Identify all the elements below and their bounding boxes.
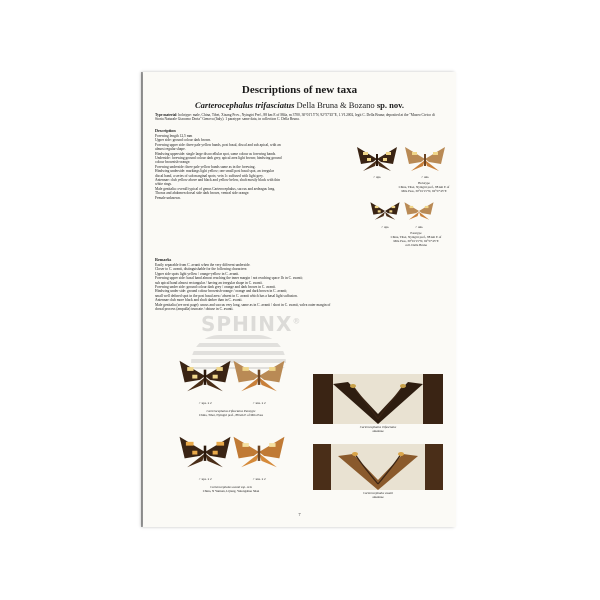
description-line: Female unknown. <box>155 195 181 200</box>
avanti-caption-text: China, N Yunnan, Lijiang, Yulongshue Shan <box>202 489 260 493</box>
remarks-line: small well defined spot in the post basal area / absent in C. avanti which has a basal light suffusion. <box>155 293 298 298</box>
paratype-small-un-label: ♂ uns. <box>414 225 424 229</box>
remarks-line: Closer to C. avanti, distinguishable for the following characters: <box>155 267 248 272</box>
avanti-caption <box>171 485 291 493</box>
avanti-un-label: ♂ uns. x 2 <box>252 477 266 481</box>
holotype-underside-image <box>403 144 447 174</box>
species-authors: Della Bruna & Bozano <box>294 100 377 110</box>
paratype-large-caption-title: Carterocephalus trifasciatus Paratype <box>206 409 256 413</box>
type-material-paragraph <box>155 113 444 122</box>
page-number: 7 <box>298 512 301 517</box>
paratype-small-up-label: ♂ ups. <box>380 225 390 229</box>
paratype-large-upperside-image <box>177 352 233 400</box>
remarks-line: Forewing upper side: basal band almost reaching the inner margin / not reaching space 1b in C. avanti; <box>155 276 303 281</box>
description-line: white rings. <box>155 182 172 187</box>
remarks-line: Forewing under side: ground colour dark grey / orange and dark brown in C. avanti. <box>155 285 276 290</box>
description-line: almost regular shape. <box>155 147 186 152</box>
remarks-line: Antennae club more black and shaft darker than in C. avanti. <box>155 298 243 303</box>
paratype-large-underside-image <box>231 352 287 400</box>
watermark-text: SPHINX <box>201 312 293 336</box>
holotype-caption-line: China, Tibet, Nyingtri pref., 88 km E of <box>398 185 450 189</box>
description-heading: Description <box>155 128 176 133</box>
watermark-mark: ® <box>292 316 302 326</box>
antennae-2-title: Carterocephalus avanti <box>362 491 394 495</box>
antennae-2-label: antennae <box>372 495 384 499</box>
holotype-figure <box>351 144 451 264</box>
description-line: Thorax and abdomen dorsal side dark brown, ventral side orange. <box>155 191 250 196</box>
remarks-line: dorsal process (ampulla) truncate / obtuse in C. avanti. <box>155 307 234 312</box>
holotype-un-label: ♂ uns. <box>420 175 430 179</box>
remarks-line: sub apical band almost rectangular / having an irregular shape in C. avanti. <box>155 280 263 285</box>
description-line: Antennae: club yellow above and black and yellow below, shaft mostly black with thin <box>155 178 280 183</box>
document-page <box>143 72 456 527</box>
remarks-line: Male genitalia (see next page): uncus and saccus very long, same as in C. avanti / short in C. avanti, valva outer margin of <box>155 302 331 307</box>
species-heading <box>143 100 456 110</box>
avanti-up-label: ♂ ups. x 2 <box>198 477 212 481</box>
species-name: Carterocephalus trifasciatus <box>195 100 295 110</box>
paratype-small-caption <box>385 231 447 247</box>
holotype-caption <box>397 181 451 193</box>
paratype-small-underside-image <box>403 198 435 224</box>
paratype-small-caption-line: coll. Della Bruna <box>405 243 427 247</box>
paratype-large-caption <box>171 409 291 417</box>
paratype-large-up-label: ♂ ups. x 2 <box>198 401 212 405</box>
remarks-line: Upper side spots light yellow / orange-yellow in C. avanti. <box>155 271 240 276</box>
description-line: Forewing upper side: three pale yellow bands, post basal, discal and sub apical, with an <box>155 142 281 147</box>
holotype-upperside-image <box>355 144 399 174</box>
description-line: Hindwing upperside: single large discocellular spot, same colour as forewing bands. <box>155 151 277 156</box>
holotype-caption-line: Holotype <box>418 181 430 185</box>
description-line: colour brownish-orange. <box>155 160 191 165</box>
remarks-line: Easily separable from C. avanti when the very different underside. <box>155 263 251 267</box>
description-line: Male genitalia: overall typical of genus Carterocephalus, saccus and aedeagus long. <box>155 186 276 191</box>
antennae-1-title: Carterocephalus trifasciatus <box>359 425 397 429</box>
paratype-small-caption-line: China, Tibet, Nyingtri pref., 88 km E of <box>390 235 442 239</box>
paratype-large-caption-text: China, Tibet, Nyingtri pref., 88 km E of Mila Pass <box>198 413 263 417</box>
type-material-label: Type material <box>155 113 177 117</box>
species-status: sp. nov. <box>376 100 404 110</box>
description-line: Underside: forewing ground colour dark grey, apical area light brown; hindwing ground <box>155 156 282 161</box>
description-line: Hindwing underside: markings light yellow; one small post basal spot, an irregular <box>155 169 274 174</box>
description-line: Forewing length 12,5 mm <box>155 134 193 138</box>
remarks-line: Hindwing under side: ground colour brownish-orange / orange and dark brown in C. avanti; <box>155 289 288 294</box>
antennae-2-image <box>313 444 443 490</box>
paratype-small-upperside-image <box>369 198 401 224</box>
paratype-small-caption-line: Mila Pass, 30°01'15"N, 92°57'45"E <box>393 239 439 243</box>
remarks-heading: Remarks <box>155 257 172 262</box>
description-line: discal band, a series of sub marginal spots; vein 1c suffused with light grey. <box>155 173 264 178</box>
type-material-text: : holotype: male, China, Tibet, Xizang Prov., Nyingtri Pref., 88 km E of Mila, m 3700, 30°01'15"N, 92°57'45"E, 1.VI.2002, legit C. Della Bruna; deposited at the "Museo Civico di Storia Naturale Giacomo Doria" Genova (Italy). 1 paratype: same data, in collection C. Della Bruna. <box>155 113 435 122</box>
holotype-caption-line: Mila Pass, 30°01'15"N, 92°57'45"E <box>401 189 447 193</box>
avanti-underside-image <box>231 428 287 476</box>
paratype-large-un-label: ♂ uns. x 2 <box>252 401 266 405</box>
description-line: Forewing underside: three pale yellow bands same as in the forewing. <box>155 164 256 169</box>
page-title: Descriptions of new taxa <box>241 84 358 96</box>
holotype-up-label: ♂ ups. <box>372 175 382 179</box>
antennae-photo-1 <box>313 374 443 424</box>
antennae-1-label: antennae <box>372 429 384 433</box>
avanti-upperside-image <box>177 428 233 476</box>
antennae-photo-2 <box>313 444 443 490</box>
antennae-1-image <box>313 374 443 424</box>
description-line: Upper side: ground colour dark brown. <box>155 138 212 143</box>
description-block <box>155 134 350 200</box>
paratype-small-caption-line: Paratype <box>410 231 422 235</box>
avanti-caption-title: Carterocephalus avanti ssp. ovis <box>210 485 252 489</box>
